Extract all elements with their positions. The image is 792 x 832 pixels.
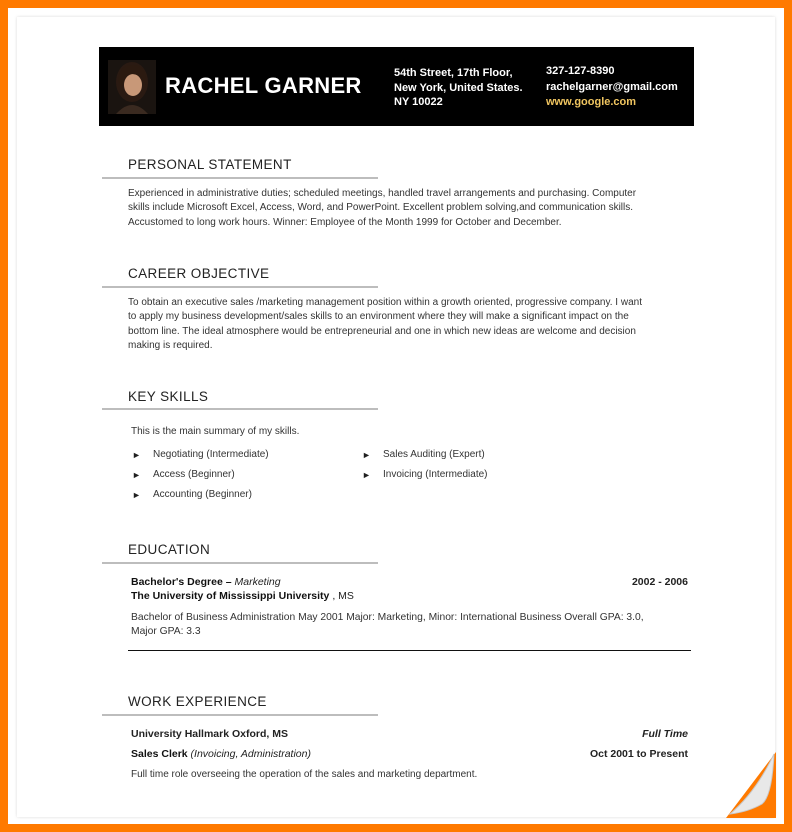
phone-number: 327-127-8390 — [546, 65, 615, 77]
page-curl-icon — [726, 752, 776, 818]
skill-item: Access (Beginner) — [153, 469, 235, 480]
bullet-arrow-icon: ► — [132, 490, 141, 500]
education-years: 2002 - 2006 — [631, 576, 688, 588]
text-line: to apply my business development/sales skills to an environment where they will make a significant impact on the — [128, 311, 629, 323]
profile-photo — [108, 60, 156, 114]
degree-field: Marketing — [234, 576, 281, 588]
degree-dash: – — [225, 576, 232, 588]
section-title-work-experience: WORK EXPERIENCE — [128, 694, 267, 709]
contact-block — [546, 64, 678, 111]
bullet-arrow-icon: ► — [362, 470, 371, 480]
section-title-personal-statement: PERSONAL STATEMENT — [128, 157, 292, 172]
education-details — [131, 611, 691, 640]
employment-type: Full Time — [642, 728, 688, 740]
website-link[interactable]: www.google.com — [546, 96, 637, 108]
section-title-education: EDUCATION — [128, 542, 211, 557]
section-divider — [102, 408, 378, 410]
email-address[interactable]: rachelgarner@gmail.com — [546, 80, 678, 93]
skill-item: Negotiating (Intermediate) — [153, 449, 269, 460]
section-title-key-skills: KEY SKILLS — [128, 389, 209, 404]
text-line: Experienced in administrative duties; scheduled meetings, handled travel arrangements and purchasing. Computer — [128, 188, 637, 199]
text-line: Bachelor of Business Administration May 2001 Major: Marketing, Minor: International Business Overall GPA: 3.0, — [131, 612, 644, 623]
address-line: 54th Street, 17th Floor, — [394, 67, 513, 79]
employer-name: University Hallmark Oxford, MS — [131, 728, 288, 740]
text-line: skills include Microsoft Excel, Access, Word, and PowerPoint. Excellent problem solving,and communication skills. — [128, 202, 634, 214]
education-end-rule — [128, 650, 691, 651]
section-divider — [102, 562, 378, 564]
personal-statement-text — [128, 187, 693, 230]
section-title-career-objective: CAREER OBJECTIVE — [128, 266, 270, 281]
bullet-arrow-icon: ► — [362, 450, 371, 460]
role-description: Full time role overseeing the operation of the sales and marketing department. — [131, 769, 478, 780]
degree-line — [131, 576, 281, 588]
employment-period: Oct 2001 to Present — [589, 748, 688, 760]
school-state: , MS — [332, 590, 354, 602]
section-divider — [102, 177, 378, 179]
text-line: Major GPA: 3.3 — [131, 626, 201, 638]
text-line: To obtain an executive sales /marketing management position within a growth oriented, progressive company. I want — [128, 297, 642, 308]
skill-item: Sales Auditing (Expert) — [383, 449, 485, 460]
bullet-arrow-icon: ► — [132, 470, 141, 480]
school-name: The University of Mississippi University — [131, 590, 330, 602]
text-line: Accustomed to long work hours. Winner: Employee of the Month 1999 for October and December. — [128, 216, 562, 228]
address-block — [394, 66, 539, 110]
school-line — [131, 590, 354, 602]
bullet-arrow-icon: ► — [132, 450, 141, 460]
role-line — [131, 748, 311, 760]
address-line: New York, United States. — [394, 81, 523, 94]
text-line: making is required. — [128, 340, 213, 352]
candidate-name: RACHEL GARNER — [165, 73, 362, 98]
skill-item: Invoicing (Intermediate) — [383, 469, 488, 480]
role-title: Sales Clerk — [131, 748, 188, 760]
text-line: bottom line. The ideal atmosphere would be entrepreneurial and one in which new ideas are welcome and decision — [128, 325, 636, 337]
section-divider — [102, 286, 378, 288]
career-objective-text — [128, 296, 693, 354]
skills-summary: This is the main summary of my skills. — [131, 426, 300, 437]
degree-name: Bachelor's Degree — [131, 576, 223, 588]
section-divider — [102, 714, 378, 716]
skill-item: Accounting (Beginner) — [153, 489, 252, 500]
address-line: NY 10022 — [394, 96, 443, 108]
role-detail: (Invoicing, Administration) — [190, 748, 311, 760]
